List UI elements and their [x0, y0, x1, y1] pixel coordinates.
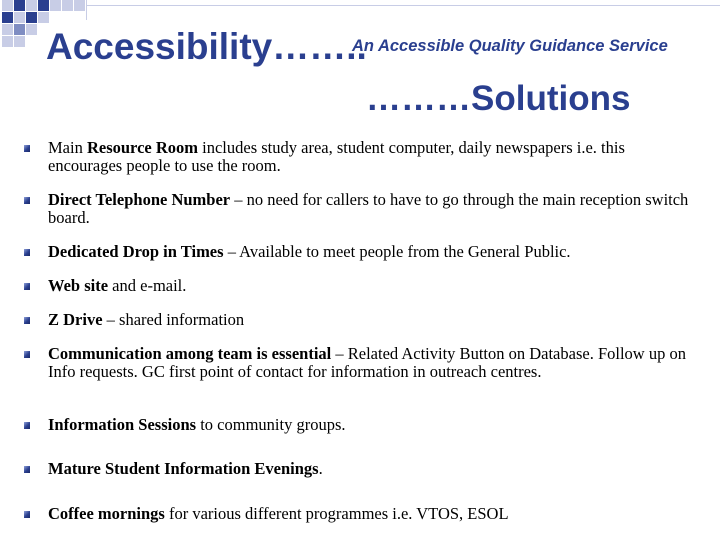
bullet-icon: [24, 466, 30, 473]
bullet-icon: [24, 197, 30, 204]
bullet-text: Direct Telephone Number – no need for callers to have to go through the main reception switch board.: [48, 190, 689, 227]
bullet-icon: [24, 249, 30, 256]
bullet-icon: [24, 351, 30, 358]
bullet-icon: [24, 511, 30, 518]
slide-subtitle: An Accessible Quality Guidance Service: [352, 37, 668, 55]
header-rule-vertical: [86, 0, 87, 20]
bullet-icon: [24, 145, 30, 152]
slide-title-continued: ………Solutions: [366, 79, 631, 118]
header-rule: [86, 5, 720, 6]
bullet-text: Mature Student Information Evenings.: [48, 459, 323, 478]
bullet-text: Main Resource Room includes study area, student computer, daily newspapers i.e. this encourages people to use the room.: [48, 138, 625, 175]
bullet-icon: [24, 283, 30, 290]
bullet-icon: [24, 317, 30, 324]
bullet-text: Information Sessions to community groups.: [48, 415, 346, 434]
bullet-icon: [24, 422, 30, 429]
bullet-text: Coffee mornings for various different programmes i.e. VTOS, ESOL: [48, 504, 509, 523]
bullet-text: Z Drive – shared information: [48, 310, 245, 329]
bullet-text: Web site and e-mail.: [48, 276, 187, 295]
bullet-text: Communication among team is essential – Related Activity Button on Database. Follow up on Info requests. GC first point of contact for information in outreach centres.: [48, 344, 686, 381]
slide-title: Accessibility……..: [46, 26, 367, 67]
bullet-text: Dedicated Drop in Times – Available to meet people from the General Public.: [48, 242, 571, 261]
